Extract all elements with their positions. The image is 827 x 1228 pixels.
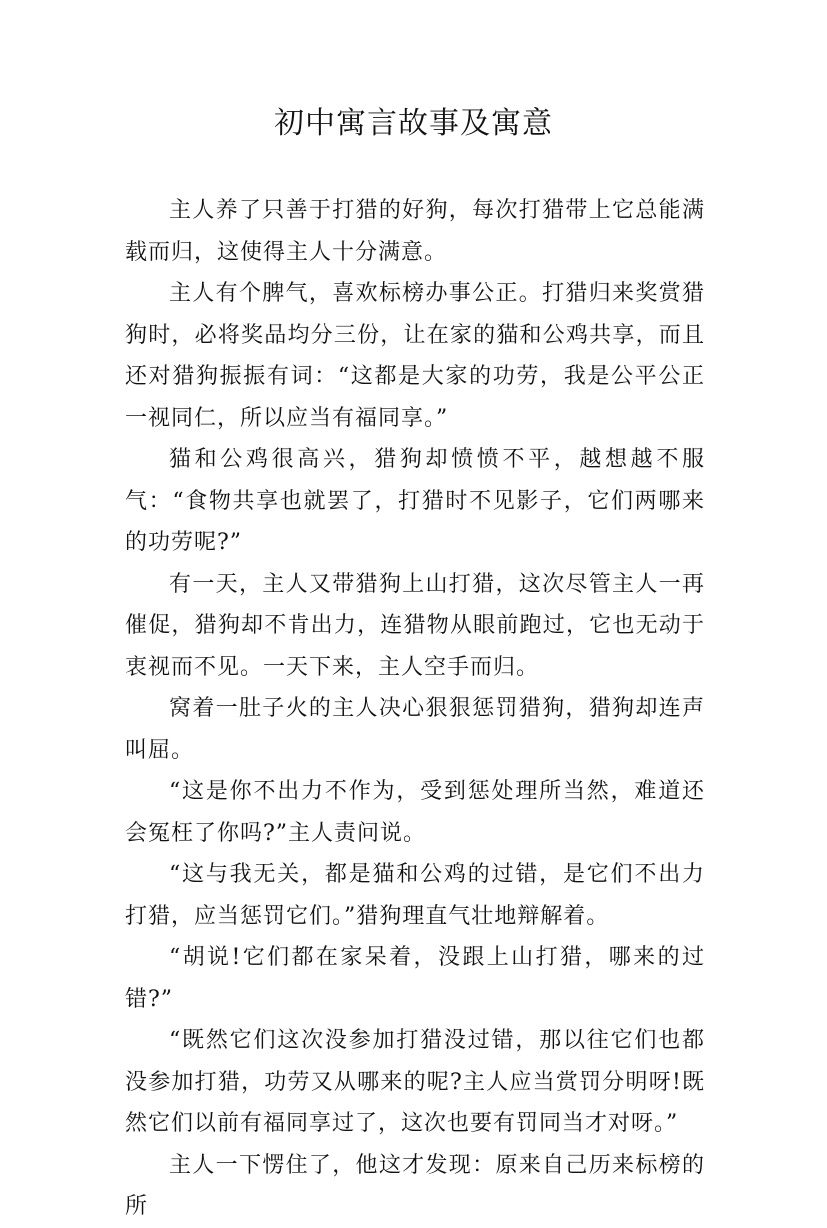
document-body: [125, 190, 705, 1228]
document-title: 初中寓言故事及寓意: [274, 106, 553, 141]
paragraph: “这是你不出力不作为，受到惩处理所当然，难道还会冤枉了你吗?”主人责问说。: [125, 779, 705, 846]
paragraph: 主人有个脾气，喜欢标榜办事公正。打猎归来奖赏猎狗时，必将奖品均分三份，让在家的猫和公鸡共享，而且还对猎狗振振有词：“这都是大家的功劳，我是公平公正一视同仁，所以应当有福同享。”: [125, 281, 705, 431]
paragraph: 窝着一肚子火的主人决心狠狠惩罚猎狗，猎狗却连声叫屈。: [125, 696, 705, 763]
paragraph: 有一天，主人又带猎狗上山打猎，这次尽管主人一再催促，猎狗却不肯出力，连猎物从眼前跑过，它也无动于衷视而不见。一天下来，主人空手而归。: [125, 571, 705, 680]
paragraph: 猫和公鸡很高兴，猎狗却愤愤不平，越想越不服气：“食物共享也就罢了，打猎时不见影子，它们两哪来的功劳呢?”: [125, 447, 705, 555]
paragraph: 主人养了只善于打猎的好狗，每次打猎带上它总能满载而归，这使得主人十分满意。: [125, 198, 705, 265]
paragraph: 主人一下愣住了，他这才发现：原来自己历来标榜的所: [125, 1152, 705, 1219]
paragraph: “这与我无关，都是猫和公鸡的过错，是它们不出力打猎，应当惩罚它们。”猎狗理直气壮地辩解着。: [125, 862, 705, 929]
paragraph: “胡说!它们都在家呆着，没跟上山打猎，哪来的过错?”: [125, 945, 705, 1012]
paragraph: “既然它们这次没参加打猎没过错，那以往它们也都没参加打猎，功劳又从哪来的呢?主人应当赏罚分明呀!既然它们以前有福同享过了，这次也要有罚同当才对呀。”: [125, 1028, 705, 1136]
